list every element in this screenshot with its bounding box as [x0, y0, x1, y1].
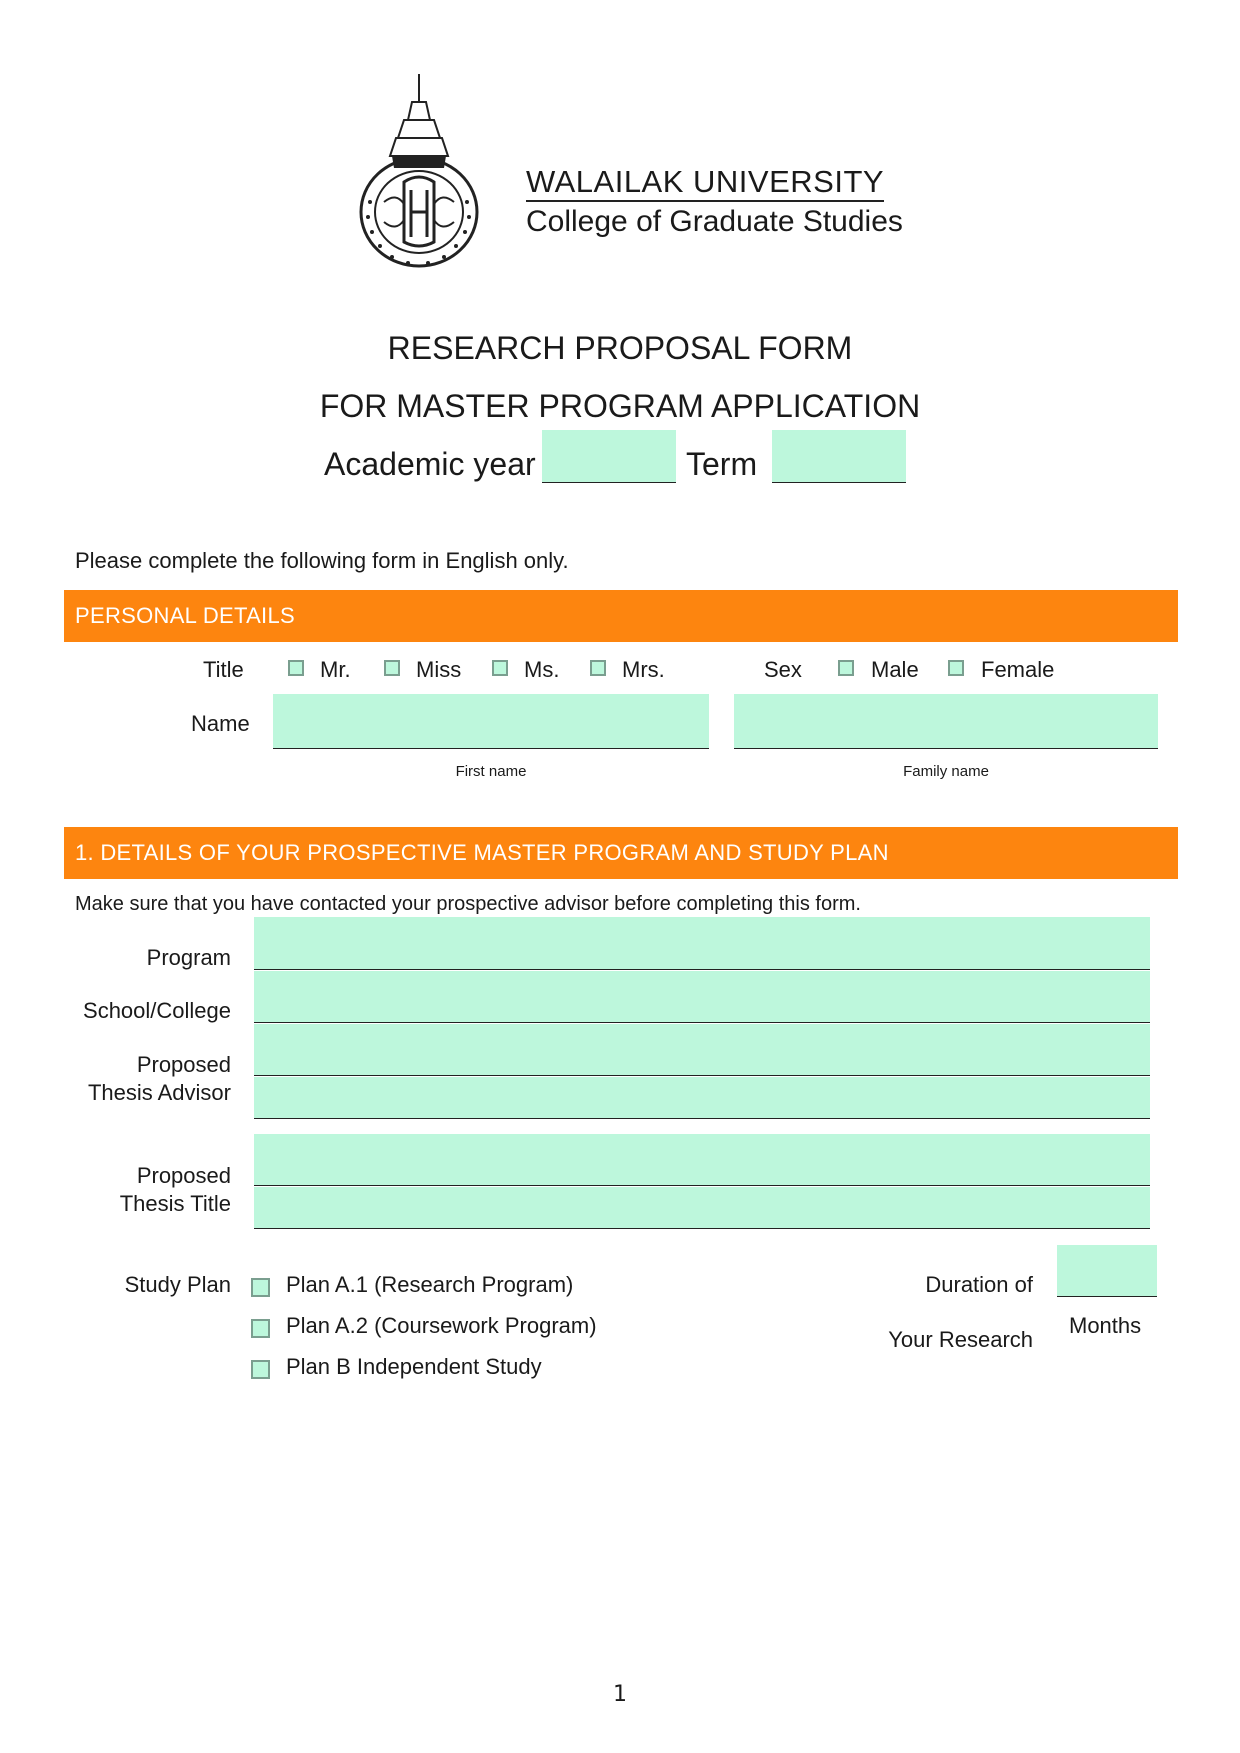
checkbox-plan-a2[interactable] — [251, 1319, 270, 1338]
name-label: Name — [191, 711, 250, 736]
checkbox-miss[interactable] — [384, 660, 400, 676]
advisor-label-line1: Proposed — [136, 1052, 231, 1077]
checkbox-mrs[interactable] — [590, 660, 606, 676]
checkbox-ms[interactable] — [492, 660, 508, 676]
page-number: 1 — [613, 1682, 627, 1707]
term-field[interactable] — [772, 430, 906, 483]
option-mrs: Mrs. — [622, 657, 665, 682]
thesis-input-line1[interactable] — [254, 1134, 1150, 1186]
advisor-note: Make sure that you have contacted your prospective advisor before completing this form. — [75, 893, 861, 915]
first-name-caption: First name — [455, 763, 527, 780]
study-plan-label: Study Plan — [124, 1272, 231, 1297]
advisor-input-line2[interactable] — [254, 1077, 1150, 1119]
family-name-input[interactable] — [734, 694, 1158, 749]
duration-unit: Months — [1069, 1313, 1142, 1338]
plan-a1-label: Plan A.1 (Research Program) — [286, 1272, 574, 1297]
duration-label-line2: Your Research — [888, 1327, 1033, 1352]
plan-a2-label: Plan A.2 (Coursework Program) — [286, 1313, 597, 1338]
checkbox-plan-a1[interactable] — [251, 1278, 270, 1297]
option-male: Male — [871, 657, 919, 682]
first-name-input[interactable] — [273, 694, 709, 749]
thesis-label-line2: Thesis Title — [119, 1191, 231, 1216]
advisor-input-line1[interactable] — [254, 1024, 1150, 1076]
college-name: College of Graduate Studies — [526, 205, 903, 238]
duration-input[interactable] — [1057, 1245, 1157, 1297]
form-title-line2: FOR MASTER PROGRAM APPLICATION — [319, 388, 921, 424]
program-section-heading: 1. DETAILS OF YOUR PROSPECTIVE MASTER PROGRAM AND STUDY PLAN — [75, 840, 889, 865]
university-logo — [356, 72, 482, 272]
advisor-label-line2: Thesis Advisor — [87, 1080, 231, 1105]
academic-year-field[interactable] — [542, 430, 676, 483]
academic-year-label: Academic year — [324, 446, 536, 482]
title-label: Title — [203, 657, 244, 682]
program-label: Program — [146, 945, 231, 970]
personal-details-banner — [64, 590, 1178, 642]
duration-label-line1: Duration of — [925, 1272, 1033, 1297]
plan-b-label: Plan B Independent Study — [286, 1354, 542, 1379]
option-mr: Mr. — [320, 657, 351, 682]
program-section-banner — [64, 827, 1178, 879]
university-name: WALAILAK UNIVERSITY — [526, 164, 884, 202]
thesis-input-line2[interactable] — [254, 1187, 1150, 1229]
sex-label: Sex — [764, 657, 802, 682]
thesis-label-line1: Proposed — [136, 1163, 231, 1188]
personal-details-heading: PERSONAL DETAILS — [75, 603, 295, 628]
checkbox-plan-b[interactable] — [251, 1360, 270, 1379]
term-label: Term — [686, 446, 758, 482]
family-name-caption: Family name — [903, 763, 989, 780]
instruction-text: Please complete the following form in English only. — [75, 548, 569, 573]
option-ms: Ms. — [524, 657, 560, 682]
school-label: School/College — [83, 998, 231, 1023]
program-input[interactable] — [254, 917, 1150, 970]
option-female: Female — [981, 657, 1055, 682]
university-crest-icon — [356, 72, 482, 272]
checkbox-female[interactable] — [948, 660, 964, 676]
school-input[interactable] — [254, 971, 1150, 1023]
checkbox-male[interactable] — [838, 660, 854, 676]
checkbox-mr[interactable] — [288, 660, 304, 676]
option-miss: Miss — [416, 657, 462, 682]
form-title-line1: RESEARCH PROPOSAL FORM — [387, 330, 853, 366]
